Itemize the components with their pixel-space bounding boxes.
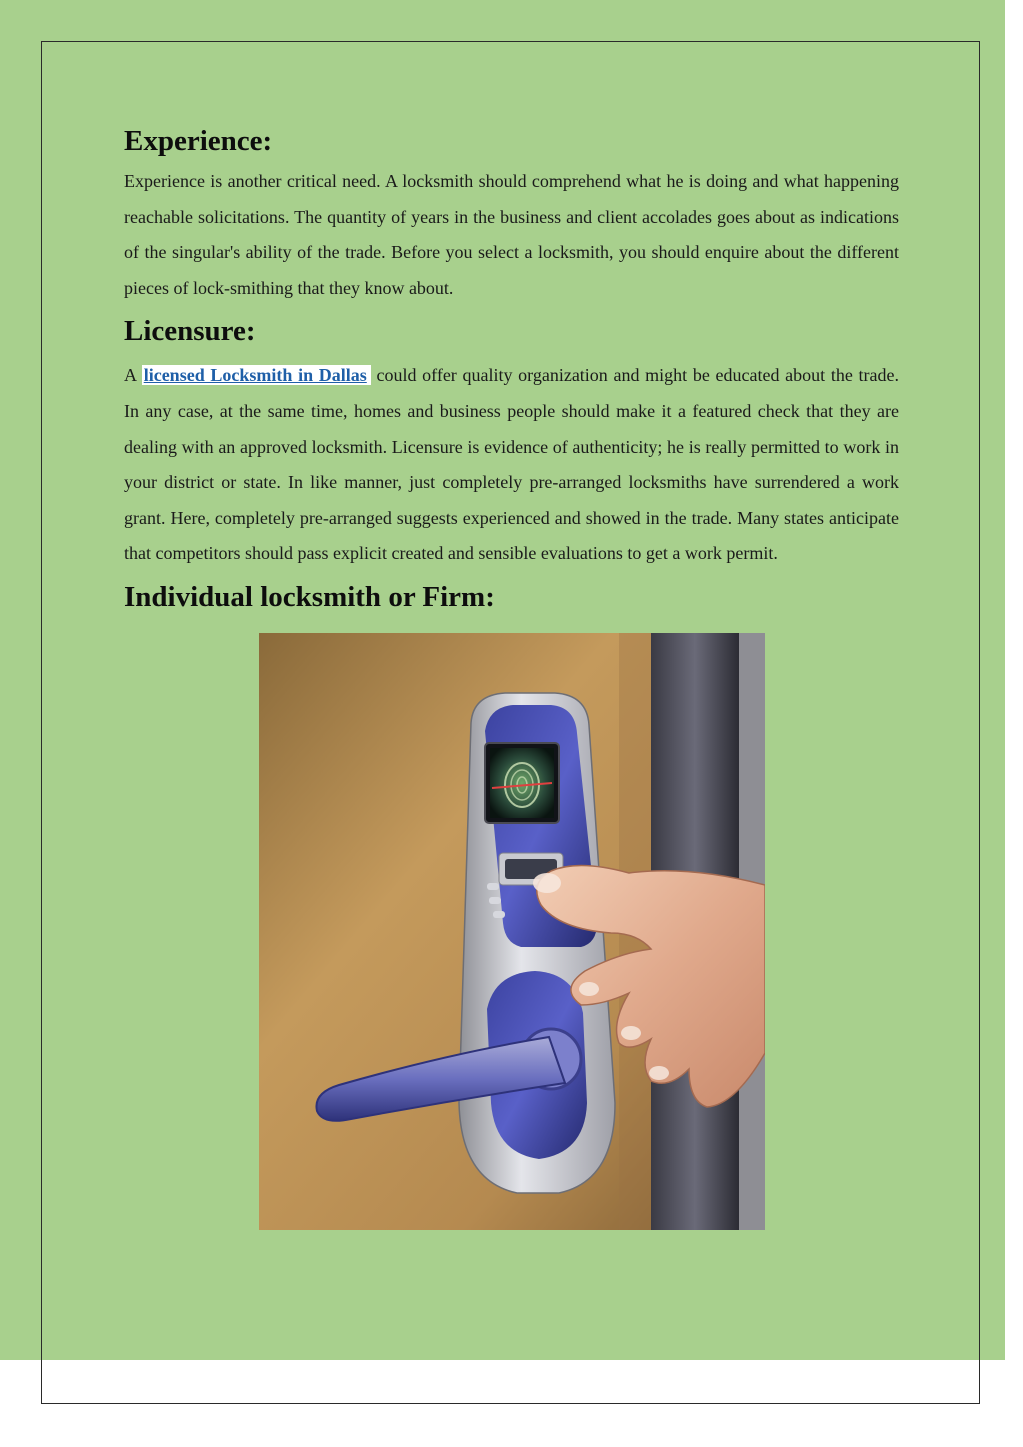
fingerprint-lock-photo	[259, 633, 765, 1230]
licensure-suffix: could offer quality organization and might be educated about the trade. In any case, at the same time, homes and business people should make it a featured check that they are dealing with an approved locksmith. Licensure is evidence of authenticity; he is really permitted to work in your district or state. In like manner, just completely pre-arranged locksmiths have surrendered a work grant. Here, completely pre-arranged suggests experienced and showed in the trade. Many states anticipate that competitors should pass explicit created and sensible evaluations to get a work permit.	[124, 365, 899, 564]
licensure-prefix: A	[124, 365, 142, 386]
locksmith-dallas-link[interactable]: licensed Locksmith in Dallas	[142, 365, 371, 385]
licensure-heading: Licensure:	[124, 315, 256, 348]
licensure-paragraph	[124, 358, 899, 572]
experience-heading: Experience:	[124, 125, 273, 157]
individual-firm-heading: Individual locksmith or Firm:	[124, 580, 495, 613]
experience-paragraph: Experience is another critical need. A locksmith should comprehend what he is doing and what happening reachable solicitations. The quantity of years in the business and client accolades goes about as indications of the singular's ability of the trade. Before you select a locksmith, you should enquire about the different pieces of lock-smithing that they know about.	[124, 171, 899, 298]
document-body	[124, 118, 899, 1230]
